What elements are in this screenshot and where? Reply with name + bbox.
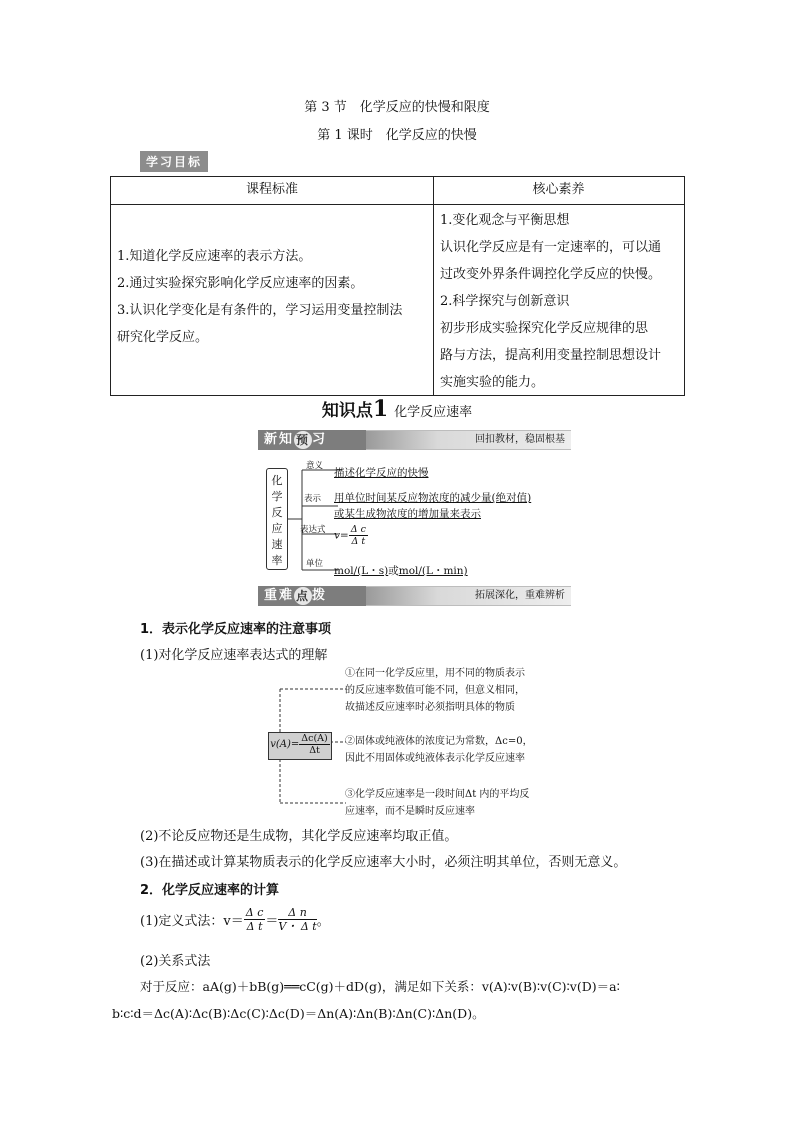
box-lhs: v(A)= xyxy=(270,739,300,750)
subheading-2: 2．化学反应速率的计算 xyxy=(140,883,280,898)
root-char: 化 xyxy=(271,474,283,487)
branch-text-unit xyxy=(334,563,468,578)
knowledge-point-name: 化学反应速率 xyxy=(394,405,473,420)
unit-a: mol/(L・s) xyxy=(334,565,389,577)
banner-dot: 预 xyxy=(296,433,311,447)
mindmap-root xyxy=(266,468,288,570)
meaning-text: 描述化学反应的快慢 xyxy=(334,467,429,479)
unit-or: 或 xyxy=(388,565,399,577)
subheading-1: 1．表示化学反应速率的注意事项 xyxy=(140,622,332,637)
branch-label-unit: 单位 xyxy=(306,559,324,569)
unit-b: mol/(L・min) xyxy=(398,565,468,577)
paragraph-6: 对于反应：aA(g)＋bB(g)══cC(g)＋dD(g)，满足如下关系：v(A)∶v(B)∶v(C)∶v(D)＝a∶ xyxy=(140,979,620,994)
frac1-denominator: Δ t xyxy=(246,920,263,933)
literacy-item: 2.科学探究与创新意识 xyxy=(440,294,570,309)
branch-text-meaning xyxy=(334,465,429,480)
box-denominator: Δt xyxy=(309,745,320,756)
frac2-denominator: V・ Δ t xyxy=(278,920,317,933)
expression-text: 或某生成物浓度的增加量来表示 xyxy=(334,508,481,520)
note-2 xyxy=(345,733,533,767)
curriculum-standards-column xyxy=(111,177,434,395)
literacy-item: 1.变化观念与平衡思想 xyxy=(440,213,570,228)
lesson-title: 第 1 课时 化学反应的快慢 xyxy=(317,128,477,143)
note-line: 应速率，而不是瞬时反应速率 xyxy=(345,806,475,817)
standard-item: 1.知道化学反应速率的表示方法。 xyxy=(117,249,312,264)
formula-equals: ＝ xyxy=(265,914,279,929)
banner-text: 拨 xyxy=(312,588,328,603)
box-fraction xyxy=(299,733,329,756)
col-header-standards: 课程标准 xyxy=(111,177,433,205)
formula-end: 。 xyxy=(316,914,330,929)
branch-label-formula: 表达式 xyxy=(300,525,326,535)
note-line: ③化学反应速率是一段时间Δt 内的平均反 xyxy=(345,789,530,800)
standards-cell xyxy=(111,205,433,351)
literacy-item: 路与方法，提高利用变量控制思想设计 xyxy=(440,348,662,363)
branch-label-meaning: 意义 xyxy=(306,461,324,471)
formula-frac-1 xyxy=(244,906,266,933)
note-line: ②固体或纯液体的浓度记为常数，Δc=0， xyxy=(345,736,533,747)
rate-formula-box xyxy=(268,732,332,760)
preview-banner-subtitle: 回扣教材，稳固根基 xyxy=(366,430,571,450)
paragraph-2: (2)不论反应物还是生成物，其化学反应速率均取正值。 xyxy=(140,829,458,844)
box-numerator: Δc(A) xyxy=(301,733,328,744)
note-line: 的反应速率数值可能不同，但意义相同， xyxy=(345,685,525,696)
formula-fraction xyxy=(349,524,368,547)
formula-prefix: (1)定义式法：v＝ xyxy=(140,914,244,929)
rate-mindmap xyxy=(262,462,582,577)
preview-banner-label xyxy=(258,430,366,450)
paragraph-7: b∶c∶d＝Δc(A)∶Δc(B)∶Δc(C)∶Δc(D)＝Δn(A)∶Δn(B)∶Δn(C)∶Δn(D)。 xyxy=(112,1006,485,1021)
banner-text: 习 xyxy=(312,432,328,447)
standard-item: 研究化学反应。 xyxy=(117,330,209,345)
branch-formula xyxy=(334,524,368,547)
formula-denominator: Δ t xyxy=(351,536,366,547)
key-banner-subtitle: 拓展深化，重难辨析 xyxy=(366,586,571,606)
branch-text-expression-1 xyxy=(334,490,531,505)
literacy-item: 实施实验的能力。 xyxy=(440,375,545,390)
key-points-banner xyxy=(258,586,571,606)
note-line: 故描述反应速率时必须指明具体的物质 xyxy=(345,702,515,713)
banner-text: 新知 xyxy=(264,432,295,447)
branch-label-expression: 表示 xyxy=(304,494,322,504)
note-line: ①在同一化学反应里，用不同的物质表示 xyxy=(345,668,525,679)
root-char: 速 xyxy=(271,538,283,551)
root-char: 反 xyxy=(271,506,283,519)
standard-item: 2.通过实验探究影响化学反应速率的因素。 xyxy=(117,276,364,291)
formula-frac-2 xyxy=(278,906,316,933)
root-char: 学 xyxy=(271,490,283,503)
frac1-numerator: Δ c xyxy=(245,906,264,919)
note-1 xyxy=(345,665,525,716)
literacy-item: 初步形成实验探究化学反应规律的思 xyxy=(440,321,649,336)
root-char: 应 xyxy=(271,522,283,535)
preview-banner xyxy=(258,430,571,450)
root-char: 率 xyxy=(271,554,283,567)
key-banner-label xyxy=(258,586,366,606)
banner-dot: 点 xyxy=(296,589,311,603)
core-literacy-column xyxy=(433,177,684,395)
goals-table xyxy=(110,176,685,396)
paragraph-3: (3)在描述或计算某物质表示的化学反应速率大小时，必须注明其单位，否则无意义。 xyxy=(140,855,627,870)
standard-item: 3.认识化学变化是有条件的，学习运用变量控制法 xyxy=(117,303,403,318)
literacy-cell xyxy=(433,205,684,396)
col-header-literacy: 核心素养 xyxy=(433,177,684,205)
definition-formula xyxy=(140,906,330,933)
expression-text: 用单位时间某反应物浓度的减少量(绝对值) xyxy=(334,492,532,504)
note-line: 因此不用固体或纯液体表示化学反应速率 xyxy=(345,753,525,764)
branch-text-expression-2 xyxy=(334,506,481,521)
formula-numerator: Δ c xyxy=(350,524,366,535)
literacy-item: 认识化学反应是有一定速率的，可以通 xyxy=(440,240,662,255)
section-title: 第 3 节 化学反应的快慢和限度 xyxy=(304,100,490,115)
knowledge-point-heading xyxy=(0,396,794,422)
learning-goals-badge: 学习目标 xyxy=(140,151,208,172)
frac2-numerator: Δ n xyxy=(278,906,316,920)
note-3 xyxy=(345,786,529,820)
formula-lhs: v= xyxy=(334,529,349,542)
knowledge-point-number: 1 xyxy=(372,396,389,422)
literacy-item: 过改变外界条件调控化学反应的快慢。 xyxy=(440,267,662,282)
banner-text: 重难 xyxy=(264,588,295,603)
knowledge-point-label: 知识点 xyxy=(321,401,373,421)
paragraph-5: (2)关系式法 xyxy=(140,954,211,969)
paragraph-1: (1)对化学反应速率表达式的理解 xyxy=(140,648,328,663)
